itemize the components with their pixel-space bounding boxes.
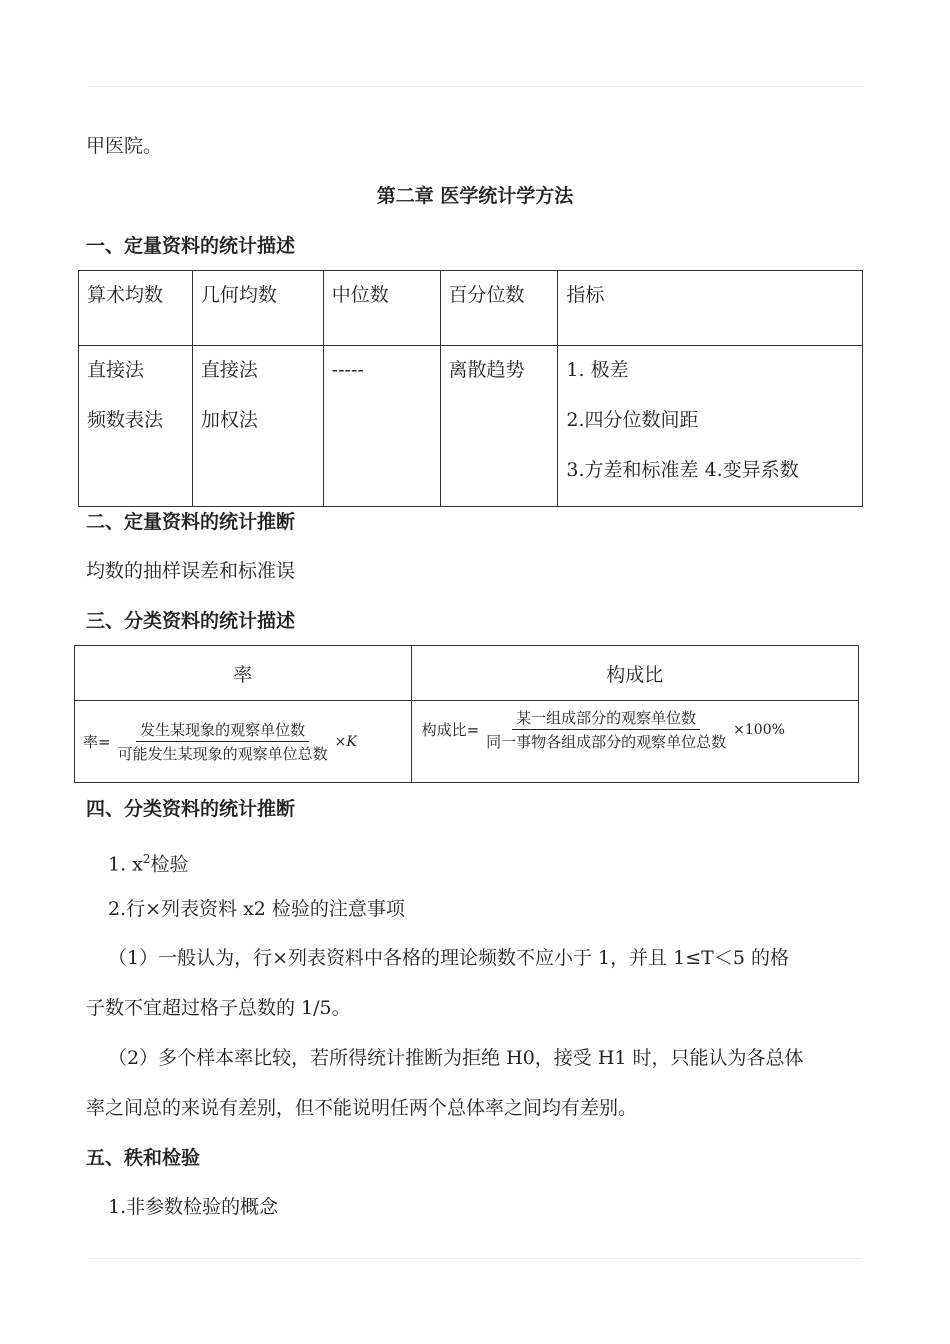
ratio-formula <box>422 707 785 752</box>
table1-line: 离散趋势 <box>448 359 525 381</box>
section-1-heading: 一、定量资料的统计描述 <box>86 235 296 257</box>
section-5-heading: 五、秩和检验 <box>86 1147 201 1169</box>
table1-cell-arith <box>79 346 193 507</box>
section-4-heading: 四、分类资料的统计推断 <box>86 798 296 820</box>
table1-line: 直接法 <box>200 359 258 381</box>
chi-square-sup: 2 <box>142 852 151 866</box>
section-3-heading: 三、分类资料的统计描述 <box>86 610 296 632</box>
section-2-heading: 二、定量资料的统计推断 <box>86 511 296 533</box>
chi-square-prefix: 1. x <box>108 853 143 876</box>
ratio-label: 构成比= <box>421 721 480 739</box>
table1-header-row <box>79 271 863 346</box>
table1-header-cell: 算术均数 <box>79 271 193 346</box>
table2-header-row <box>75 646 859 701</box>
ratio-numerator: 某一组成部分的观察单位数 <box>512 707 700 730</box>
ratio-fraction <box>482 707 730 752</box>
table1-cell-percentile <box>440 346 558 507</box>
bottom-rule <box>88 1258 862 1259</box>
ratio-suffix: ×100% <box>733 721 785 738</box>
table2-header-cell: 率 <box>75 646 412 701</box>
table1-line: 3.方差和标准差 4.变异系数 <box>566 459 799 481</box>
table1-body-row <box>79 346 863 507</box>
rate-formula-cell <box>75 701 412 783</box>
table1-header-cell: 指标 <box>558 271 863 346</box>
rate-label: 率= <box>83 733 111 751</box>
table1-line: 2.四分位数间距 <box>566 409 699 431</box>
table2-header-cell: 构成比 <box>411 646 858 701</box>
note-1-line-1: （1）一般认为，行×列表资料中各格的理论频数不应小于 1，并且 1≤T＜5 的格 <box>108 947 789 969</box>
chapter-title: 第二章 医学统计学方法 <box>376 185 574 207</box>
table1-line: 直接法 <box>87 359 145 381</box>
table1-line: 1. 极差 <box>566 359 629 381</box>
quantitative-description-table <box>78 270 863 507</box>
note-2-line-2: 率之间总的来说有差别，但不能说明任两个总体率之间均有差别。 <box>86 1097 638 1119</box>
table1-cell-geo <box>192 346 323 507</box>
nonparametric-item: 1.非参数检验的概念 <box>108 1196 279 1218</box>
top-rule <box>88 86 862 87</box>
rate-denominator: 可能发生某现象的观察单位总数 <box>117 745 328 763</box>
table1-header-cell: 几何均数 <box>192 271 323 346</box>
rxc-item: 2.行×列表资料 x2 检验的注意事项 <box>108 898 405 920</box>
table2-formula-row <box>75 701 859 783</box>
rate-formula <box>83 719 357 764</box>
ratio-denominator: 同一事物各组成部分的观察单位总数 <box>486 733 727 751</box>
table1-header-cell: 百分位数 <box>440 271 558 346</box>
table1-line: 加权法 <box>200 409 258 431</box>
section-2-text: 均数的抽样误差和标准误 <box>86 560 296 582</box>
table1-cell-indicators <box>558 346 863 507</box>
table1-cell-median <box>323 346 440 507</box>
table1-line: ----- <box>331 359 364 381</box>
chi-square-item <box>108 845 189 878</box>
rate-numerator: 发生某现象的观察单位数 <box>136 719 309 742</box>
ratio-formula-cell <box>411 701 858 783</box>
note-1-line-2: 子数不宜超过格子总数的 1/5。 <box>86 997 351 1019</box>
chi-square-suffix: 检验 <box>150 853 189 876</box>
table1-header-cell: 中位数 <box>323 271 440 346</box>
categorical-description-table <box>74 645 859 783</box>
rate-fraction <box>114 719 332 764</box>
intro-tail: 甲医院。 <box>86 135 163 157</box>
rate-suffix: ×K <box>334 733 357 750</box>
table1-line: 频数表法 <box>87 409 164 431</box>
note-2-line-1: （2）多个样本率比较，若所得统计推断为拒绝 H0，接受 H1 时，只能认为各总体 <box>108 1047 804 1069</box>
